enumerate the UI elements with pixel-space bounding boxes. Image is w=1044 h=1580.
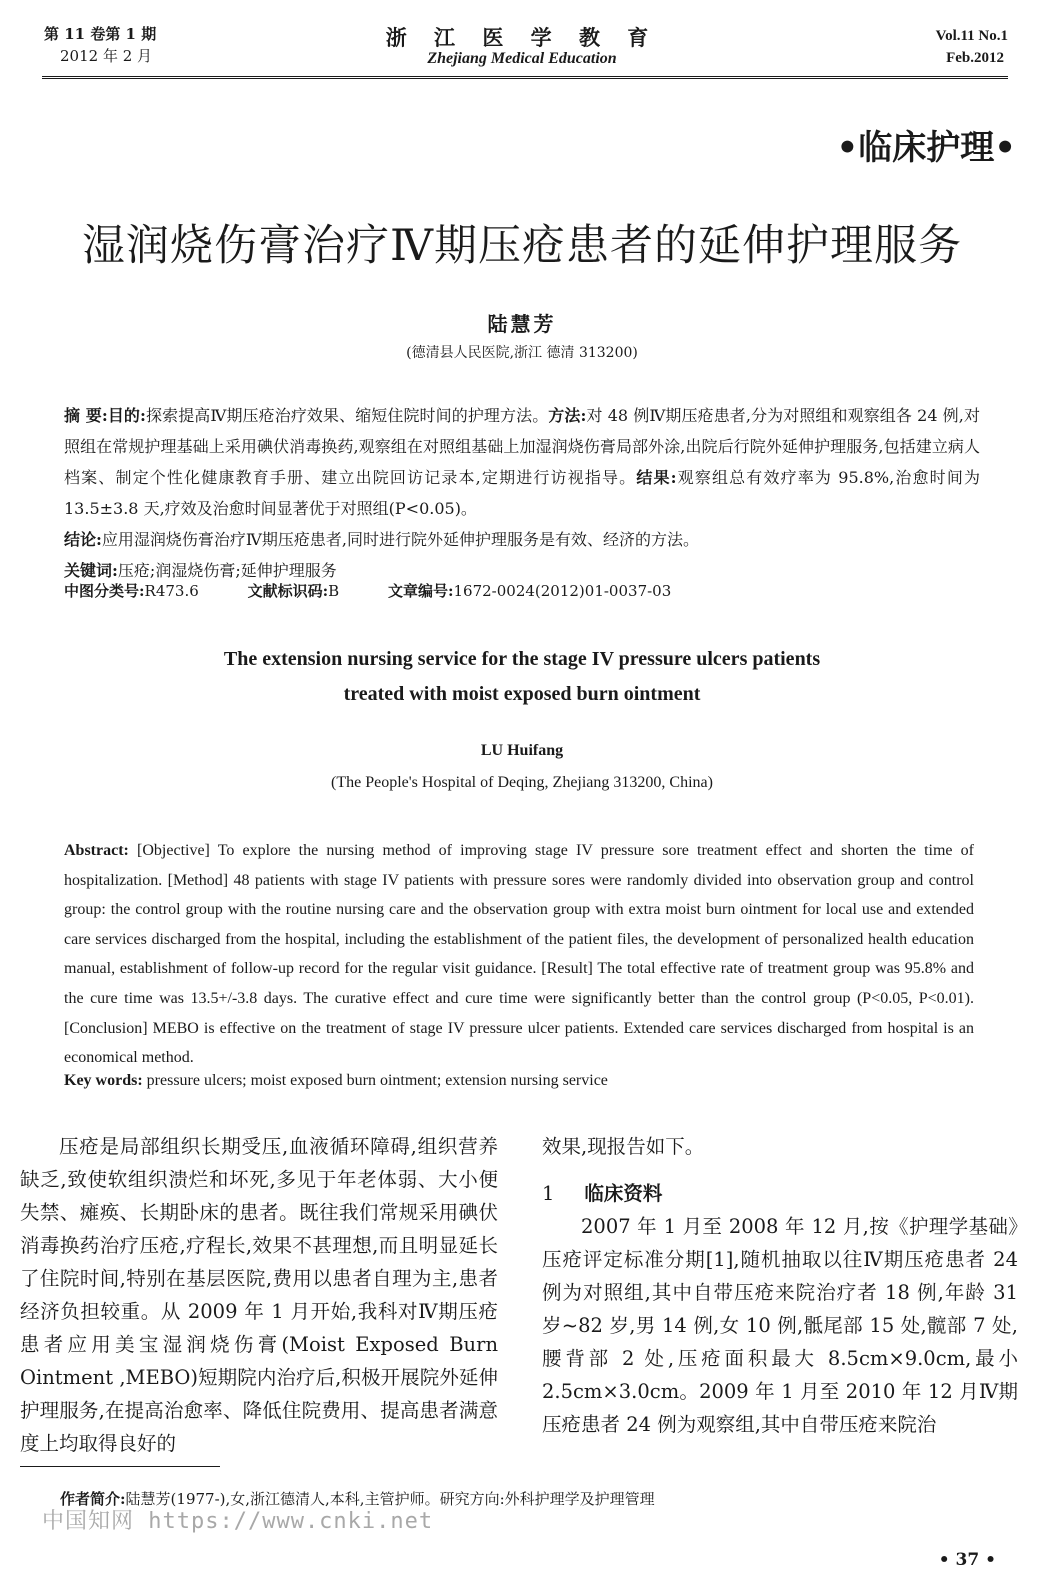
abstract-cn bbox=[64, 400, 980, 586]
objective-label: 目的: bbox=[107, 406, 146, 425]
section-1-title: 临床资料 bbox=[584, 1182, 663, 1205]
english-author: LU Huifang bbox=[480, 742, 564, 759]
cnki-watermark: 中国知网 https://www.cnki.net bbox=[42, 1509, 434, 1534]
footnote-label: 作者简介: bbox=[60, 1490, 126, 1508]
keywords-cn-label: 关键词: bbox=[64, 561, 118, 580]
english-affiliation: (The People's Hospital of Deqing, Zhejiang 313200, China) bbox=[331, 774, 713, 791]
author-affiliation: (德清县人民医院,浙江 德清 313200) bbox=[406, 345, 638, 361]
section-1-heading bbox=[542, 1177, 1018, 1210]
english-title bbox=[0, 642, 1044, 712]
intro-paragraph: 压疮是局部组织长期受压,血液循环障碍,组织营养缺乏,致使软组织溃烂和坏死,多见于年老体弱、大小便失禁、瘫痪、长期卧床的患者。既往我们常规采用碘伏消毒换药治疗压疮,疗程长,效果不甚理想,而且明显延长了住院时间,特别在基层医院,费用以患者自理为主,患者经济负担较重。从 2009 年 1 月开始,我科对Ⅳ期压疮患者应用美宝湿润烧伤膏(Moist Exposed Burn Ointment ,MEBO)短期院内治疗后,积极开展院外延伸护理服务,在提高治愈率、降低住院费用、提高患者满意度上均取得良好的 bbox=[20, 1135, 498, 1455]
conclusion-label: 结论: bbox=[64, 530, 102, 549]
english-title-line1: The extension nursing service for the stage IV pressure ulcers patients bbox=[223, 648, 821, 670]
footnote-rule bbox=[20, 1466, 220, 1467]
abstract-en-label: Abstract: bbox=[64, 842, 129, 859]
method-label: 方法: bbox=[548, 406, 587, 425]
conclusion-text: 应用湿润烧伤膏治疗Ⅳ期压疮患者,同时进行院外延伸护理服务是有效、经济的方法。 bbox=[101, 530, 699, 549]
result-label: 结果: bbox=[636, 468, 677, 487]
classification-row bbox=[64, 580, 980, 601]
abstract-cn-label: 摘 要: bbox=[64, 406, 108, 425]
intro-paragraph-end: 效果,现报告如下。 bbox=[542, 1135, 705, 1158]
abstract-en bbox=[64, 836, 974, 1073]
article-value: 1672-0024(2012)01-0037-03 bbox=[453, 582, 672, 600]
objective-text: 探索提高Ⅳ期压疮治疗效果、缩短住院时间的护理方法。 bbox=[145, 406, 549, 425]
doc-code bbox=[248, 582, 340, 600]
keywords-cn-text: 压疮;润湿烧伤膏;延伸护理服务 bbox=[117, 561, 337, 580]
clc-label: 中图分类号: bbox=[64, 582, 145, 600]
page-number: • 37 • bbox=[938, 1550, 996, 1570]
issue-date-cn: 2012 年 2 月 bbox=[60, 47, 153, 65]
body-column-left bbox=[20, 1130, 498, 1460]
keywords-en-text: pressure ulcers; moist exposed burn ointment; extension nursing service bbox=[146, 1072, 608, 1089]
article-label: 文章编号: bbox=[387, 582, 454, 600]
doc-label: 文献标识码: bbox=[247, 582, 329, 600]
method-text: 对 48 例Ⅳ期压疮患者,分为对照组和观察组各 24 例,对照组在常规护理基础上采用碘伏消毒换药,观察组在对照组基础上加湿润烧伤膏局部外涂,出院后行院外延伸护理服务,包括建立病人档案、制定个性化健康教育手册、建立出院回访记录本,定期进行访视指导。 bbox=[64, 406, 980, 487]
clc-code bbox=[64, 582, 199, 600]
result-text: 观察组总有效疗率为 95.8%,治愈时间为 13.5±3.8 天,疗效及治愈时间显著优于对照组(P<0.05)。 bbox=[64, 468, 980, 518]
doc-value: B bbox=[328, 582, 340, 600]
abstract-en-text: [Objective] To explore the nursing method of improving stage IV pressure sore treatment effect and shorten the time of hospitalization. [Method] 48 patients with stage IV patients with pressure sores were randomly divided into observation group and control group: the control group with the routine nursing care and the observation group with extra moist burn ointment for local use and extended care services discharged from the hospital, including the establishment of the patient files, the development of personalized health education manual, establishment of follow-up record for the regular visit guidance. [Result] The total effective rate of treatment group was 95.8% and the cure time was 13.5+/-3.8 days. The curative effect and cure time were significantly better than the control group (P<0.05, P<0.01). [Conclusion] MEBO is effective on the treatment of stage IV pressure ulcer patients. Extended care services discharged from hospital is an economical method. bbox=[64, 842, 974, 1067]
journal-title-en: Zhejiang Medical Education bbox=[427, 50, 617, 67]
article-number bbox=[388, 582, 671, 600]
journal-title-cn: 浙 江 医 学 教 育 bbox=[385, 25, 659, 50]
english-title-line2: treated with moist exposed burn ointment bbox=[343, 683, 701, 705]
author-name: 陆慧芳 bbox=[487, 312, 557, 336]
footnote-text: 陆慧芳(1977-),女,浙江德清人,本科,主管护师。研究方向:外科护理学及护理管理 bbox=[125, 1490, 655, 1508]
body-column-right bbox=[542, 1130, 1018, 1441]
keywords-en-label: Key words: bbox=[64, 1072, 143, 1089]
section-label: •临床护理• bbox=[836, 128, 1016, 168]
issue-date-en: Feb.2012 bbox=[946, 50, 1004, 66]
clinical-data-paragraph: 2007 年 1 月至 2008 年 12 月,按《护理学基础》压疮评定标准分期[1],随机抽取以往Ⅳ期压疮患者 24 例为对照组,其中自带压疮来院治疗者 18 例,年龄 31 岁~82 岁,男 14 例,女 10 例,骶尾部 15 处,髋部 7 处,腰背部 2 处,压疮面积最大 8.5cm×9.0cm,最小 2.5cm×3.0cm。2009 年 1 月至 2010 年 12 月Ⅳ期压疮患者 24 例为观察组,其中自带压疮来院治 bbox=[542, 1215, 1018, 1436]
section-1-number: 1 bbox=[542, 1182, 555, 1205]
issue-volume-cn: 第 11 卷第 1 期 bbox=[44, 25, 157, 43]
clc-value: R473.6 bbox=[144, 582, 199, 600]
keywords-en bbox=[64, 1072, 974, 1090]
header-rule bbox=[42, 76, 1008, 79]
article-title: 湿润烧伤膏治疗Ⅳ期压疮患者的延伸护理服务 bbox=[82, 221, 962, 271]
issue-volume-en: Vol.11 No.1 bbox=[935, 28, 1008, 44]
